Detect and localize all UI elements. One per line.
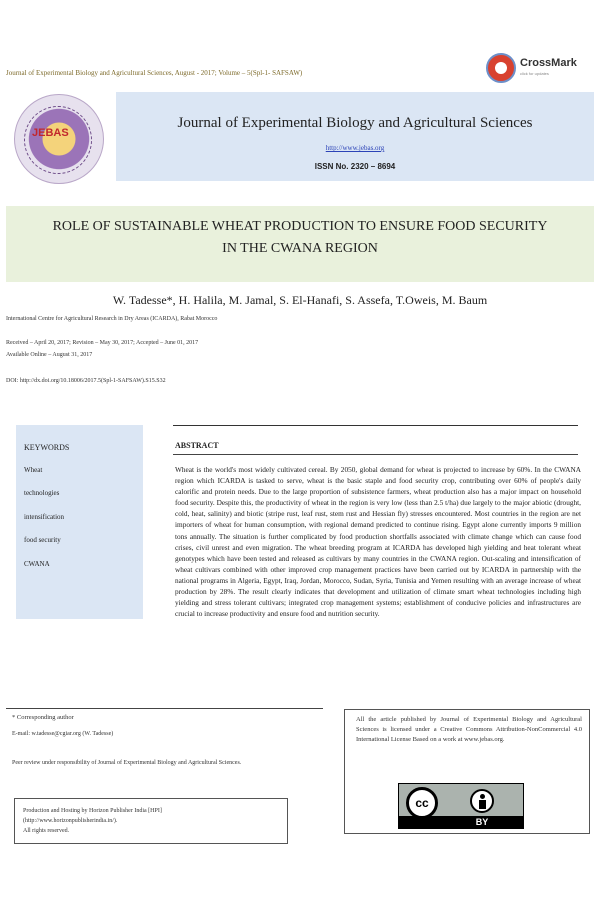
- keywords-panel: [16, 425, 143, 619]
- dates-received: Received – April 20, 2017; Revision – May 30, 2017; Accepted – June 01, 2017: [6, 340, 199, 346]
- logo-text: JEBAS: [32, 127, 69, 139]
- running-head: Journal of Experimental Biology and Agricultural Sciences, August - 2017; Volume – 5(Spl-1- SAFSAW): [6, 69, 303, 77]
- author-email[interactable]: E-mail: w.tadesse@cgiar.org (W. Tadesse): [12, 731, 114, 737]
- paper-title: [26, 216, 574, 260]
- seal-ring: [24, 106, 92, 174]
- paper-title-line2: IN THE CWANA REGION: [222, 241, 378, 256]
- affiliation: International Centre for Agricultural Research in Dry Areas (ICARDA), Rabat Morocco: [6, 316, 218, 322]
- author-list: W. Tadesse*, H. Halila, M. Jamal, S. El-Hanafi, S. Assefa, T.Oweis, M. Baum: [112, 293, 488, 307]
- keyword-item: food security: [24, 536, 61, 544]
- license-text: All the article published by Journal of Experimental Biology and Agricultural Sciences is licensed under a Creative Commons Attribution-NonCommercial 4.0 International License Based on a work at www.jebas.org.: [356, 716, 582, 743]
- keywords-heading: KEYWORDS: [24, 443, 70, 452]
- crossmark-icon-center: [495, 62, 507, 74]
- doi-link[interactable]: DOI: http://dx.doi.org/10.18006/2017.5(Spl-1-SAFSAW).S15.S32: [6, 378, 166, 384]
- crossmark-badge[interactable]: [486, 53, 578, 85]
- crossmark-label: CrossMark: [520, 57, 577, 69]
- hosting-text: [23, 806, 283, 836]
- keyword-item: CWANA: [24, 560, 50, 568]
- journal-logo: [8, 92, 116, 182]
- keyword-item: Wheat: [24, 466, 43, 474]
- keyword-item: intensification: [24, 513, 65, 521]
- title-band: [6, 206, 594, 282]
- abstract-text: Wheat is the world's most widely cultivated cereal. By 2050, global demand for wheat is projected to increase by 60%. In the CWANA region which ICARDA is tasked to serve, wheat is the basic staple and food security crop, contributing over 60% of people's daily calorific and protein needs. Due to the large proportion of subsistence farmers, wheat production also has a major impact on household food security. Despite this, the productivity of wheat in the region is very low (less than 2.5 t/ha) due largely to the major abiotic (drought, cold, heat, salinity) and biotic (stripe rust, leaf rust, stem rust and Hessian fly) stresses encountered. Most countries in the region are net importers of wheat for human consumption, with regional demand predicted to continue rising. Egypt alone currently imports 9 million tons annually. The situation is further complicated by food production shortfalls associated with climate change which can cause food crises, civil unrest and even migration. The wheat breeding program at ICARDA has developed high yielding and heat tolerant wheat genotypes which have been tested and released as cultivars by many countries in the CWANA region. Out-scaling and intensification of wheat cultivars combined with other improved crop management practices have been carried out by ICARDA in partnership with the national programs in Algeria, Egypt, Iraq, Jordan, Morocco, Sudan, Syria, Tunisia and Yemen resulting with an average increase of wheat production by 28%. The result clearly indicates that development and utilization of climate smart wheat technologies including high yielding and stress tolerant cultivars; integrated crop management systems; establishment of conducive policies and infrastructures are crucial to increase productivity and ensure food and nutrition security.: [175, 465, 581, 619]
- hosting-line: Production and Hosting by Horizon Publisher India [HPI]: [23, 808, 162, 814]
- dates-online: Available Online – August 31, 2017: [6, 352, 93, 358]
- journal-issn: ISSN No. 2320 – 8694: [314, 162, 396, 171]
- attribution-icon-body: [479, 800, 486, 809]
- attribution-icon-head: [480, 794, 485, 799]
- journal-title: Journal of Experimental Biology and Agricultural Sciences: [177, 115, 533, 131]
- journal-header: [116, 92, 594, 181]
- crossmark-sublabel: click for updates: [520, 71, 549, 76]
- abstract-rule-bottom: [173, 454, 578, 455]
- by-label: BY: [475, 817, 489, 827]
- footnote-rule: [6, 708, 323, 709]
- abstract-rule-top: [173, 425, 578, 426]
- keyword-item: technologies: [24, 489, 60, 497]
- journal-url-link[interactable]: http://www.jebas.org: [325, 144, 385, 152]
- hosting-box: [14, 798, 288, 844]
- peer-review-note: Peer review under responsibility of Journal of Experimental Biology and Agricultural Sciences.: [12, 760, 242, 766]
- paper-title-line1: ROLE OF SUSTAINABLE WHEAT PRODUCTION TO ENSURE FOOD SECURITY: [52, 219, 548, 234]
- cc-icon: cc: [406, 787, 438, 819]
- hosting-rights: All rights reserved.: [23, 828, 70, 834]
- hosting-url[interactable]: (http://www.horizonpublisherindia.in/).: [23, 818, 118, 824]
- attribution-icon: [470, 789, 494, 813]
- cc-by-badge[interactable]: [398, 783, 524, 829]
- corresponding-author: * Corresponding author: [12, 714, 74, 721]
- crossmark-icon: [486, 53, 516, 83]
- abstract-heading: ABSTRACT: [175, 441, 219, 450]
